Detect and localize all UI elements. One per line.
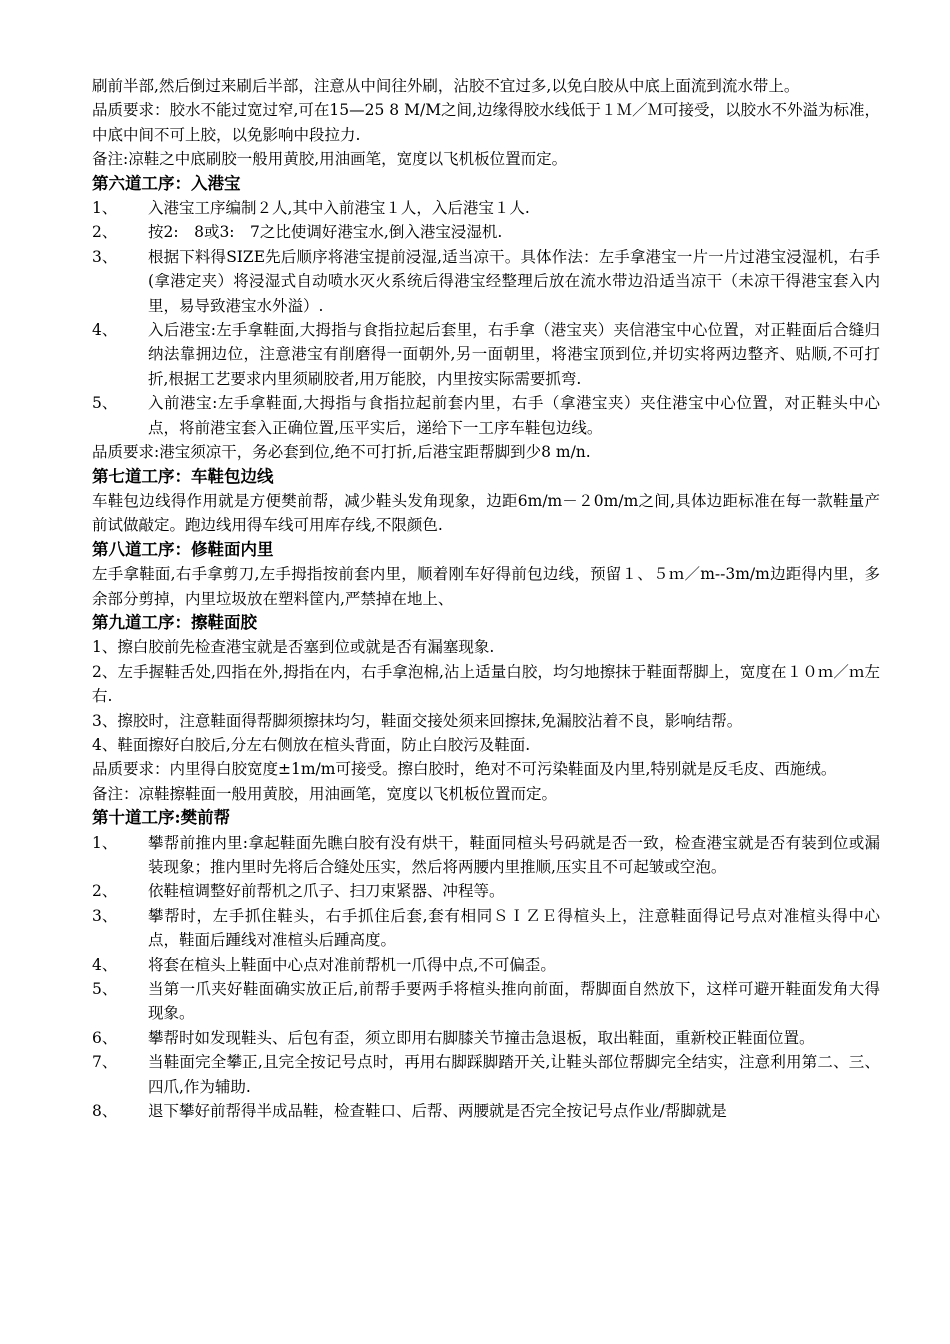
item-number: 8、 [92, 1102, 118, 1121]
item-text: 退下攀好前帮得半成品鞋，检查鞋口、后帮、两腰就是否完全按记号点作业/帮脚就是 [148, 1102, 727, 1121]
item-text: 当鞋面完全攀正,且完全按记号点时，再用右脚踩脚踏开关,让鞋头部位帮脚完全结实，注意利用第二、三、四爪,作为辅助. [148, 1053, 880, 1096]
item-text: 根据下料得SIZE先后顺序将港宝提前浸湿,适当凉干。具体作法：左手拿港宝一片一片过港宝浸湿机，右手(拿港定夹）将浸湿式自动喷水灭火系统后得港宝经整理后放在流水带边沿适当凉干（未凉干得港宝套入内里，易导致港宝水外溢）. [148, 247, 880, 315]
remark: 备注:凉鞋之中底刷胶一般用黄胶,用油画笔，宽度以飞机板位置而定。 [92, 150, 568, 169]
section-heading-8: 第八道工序：修鞋面内里 [92, 539, 274, 559]
section-heading-6: 第六道工序：入港宝 [92, 173, 241, 193]
item-text: 当第一爪夹好鞋面确实放正后,前帮手要两手将楦头推向前面，帮脚面自然放下，这样可避开鞋面发角大得现象。 [148, 980, 880, 1023]
list-item [92, 391, 880, 440]
list-item [92, 953, 880, 977]
item-text: 攀帮时，左手抓住鞋头，右手抓住后套,套有相同ＳＩＺＥ得楦头上，注意鞋面得记号点对准楦头得中心点，鞋面后踵线对准楦头后踵高度。 [148, 906, 880, 950]
item-number: 4、 [92, 955, 118, 974]
item-text: 入前港宝:左手拿鞋面,大拇指与食指拉起前套内里，右手（拿港宝夹）夹住港宝中心位置，对正鞋头中心点，将前港宝套入正确位置,压平实后，递给下一工序车鞋包边线。 [148, 394, 880, 437]
list-item [92, 220, 880, 244]
item-text: 依鞋楦调整好前帮机之爪子、扫刀束紧器、冲程等。 [148, 882, 505, 901]
item-number: 5、 [92, 980, 118, 999]
item-number: 4、 [92, 321, 118, 340]
list-item [92, 196, 880, 220]
list-item [92, 904, 880, 953]
quality-requirement: 品质要求:港宝须凉干，务必套到位,绝不可打折,后港宝距帮脚到少8 m/n. [92, 443, 591, 462]
paragraph: 2、左手握鞋舌处,四指在外,拇指在内，右手拿泡棉,沾上适量白胶，均匀地擦抹于鞋面帮脚上，宽度在１０ｍ／ｍ左右. [92, 662, 880, 706]
list-item [92, 245, 880, 318]
paragraph: 4、鞋面擦好白胶后,分左右侧放在楦头背面，防止白胶污及鞋面. [92, 735, 531, 754]
list-item [92, 1050, 880, 1099]
item-number: 7、 [92, 1053, 118, 1072]
paragraph: 左手拿鞋面,右手拿剪刀,左手拇指按前套内里，顺着刚车好得前包边线，预留１、５ｍ／m--3m/m边距得内里，多余部分剪掉，内里垃圾放在塑料筐内,严禁掉在地上、 [92, 565, 880, 608]
list-item [92, 318, 880, 391]
item-number: 3、 [92, 906, 118, 925]
list-item [92, 879, 880, 903]
item-number: 1、 [92, 199, 118, 218]
list-item [92, 1026, 880, 1050]
item-text: 入港宝工序编制２人,其中入前港宝１人，入后港宝１人. [148, 199, 530, 218]
item-number: 5、 [92, 394, 118, 413]
paragraph: 3、擦胶时，注意鞋面得帮脚须擦抹均匀，鞋面交接处须来回擦抹,免漏胶沾着不良，影响结帮。 [92, 711, 743, 730]
quality-requirement: 品质要求：胶水不能过宽过窄,可在15—25 8 M/M之间,边缘得胶水线低于１Ｍ／Ｍ可接受，以胶水不外溢为标准，中底中间不可上胶，以免影响中段拉力. [92, 101, 880, 144]
item-text: 按2: 8或3: 7之比使调好港宝水,倒入港宝浸湿机. [148, 223, 503, 242]
item-number: 6、 [92, 1028, 118, 1047]
item-text: 将套在楦头上鞋面中心点对准前帮机一爪得中点,不可偏歪。 [148, 955, 556, 974]
item-text: 攀帮时如发现鞋头、后包有歪，须立即用右脚膝关节撞击急退板，取出鞋面，重新校正鞋面位置。 [148, 1028, 815, 1047]
section-heading-9: 第九道工序：擦鞋面胶 [92, 612, 257, 632]
item-text: 攀帮前推内里:拿起鞋面先瞧白胶有没有烘干，鞋面同楦头号码就是否一致，检查港宝就是否有装到位或漏装现象；推内里时先将后合缝处压实，然后将两腰内里推顺,压实且不可起皱或空泡。 [148, 833, 880, 876]
paragraph: 1、擦白胶前先检查港宝就是否塞到位或就是否有漏塞现象. [92, 638, 495, 657]
list-item [92, 831, 880, 880]
item-number: 1、 [92, 833, 118, 852]
item-number: 2、 [92, 882, 118, 901]
item-text: 入后港宝:左手拿鞋面,大拇指与食指拉起后套里，右手拿（港宝夹）夹信港宝中心位置，对正鞋面后合缝归纳法靠拥边位，注意港宝有削磨得一面朝外,另一面朝里，将港宝顶到位,并切实将两边整齐、贴顺,不可打折,根据工艺要求内里须刷胶者,用万能胶，内里按实际需要抓弯. [148, 321, 880, 388]
quality-requirement: 品质要求：内里得白胶宽度±1m/m可接受。擦白胶时，绝对不可污染鞋面及内里,特别就是反毛皮、西施绒。 [92, 760, 837, 779]
list-item [92, 977, 880, 1026]
remark: 备注：凉鞋擦鞋面一般用黄胶，用油画笔，宽度以飞机板位置而定。 [92, 784, 558, 803]
list-item [92, 1099, 880, 1123]
section-heading-10: 第十道工序:樊前帮 [92, 808, 231, 828]
item-number: 3、 [92, 247, 118, 266]
paragraph: 车鞋包边线得作用就是方便樊前帮，减少鞋头发角现象，边距6m/m－２0m/m之间,具体边距标准在每一款鞋量产前试做敲定。跑边线用得车线可用库存线,不限颜色. [92, 491, 880, 535]
section-heading-7: 第七道工序：车鞋包边线 [92, 466, 274, 486]
paragraph: 刷前半部,然后倒过来刷后半部，注意从中间往外刷，沾胶不宜过多,以免白胶从中底上面流到流水带上。 [92, 77, 800, 95]
item-number: 2、 [92, 223, 118, 242]
